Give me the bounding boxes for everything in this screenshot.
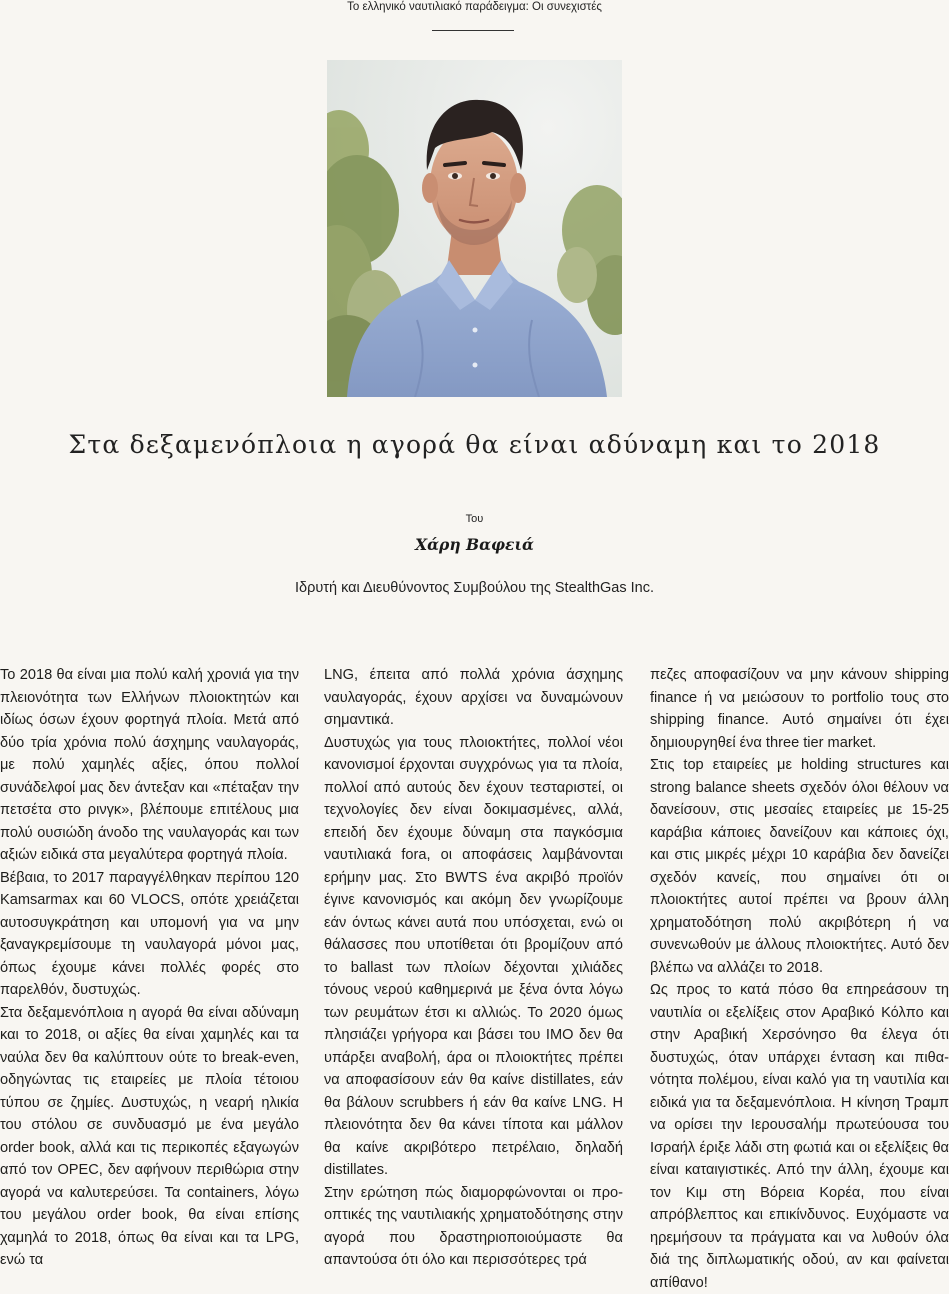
portrait-illustration xyxy=(327,60,622,397)
paragraph: Στα δεξαμενόπλοια η αγορά θα είναι αδύναμη και το 2018, οι αξίες θα είναι χαμηλές και τα ναύλα δεν θα καλύπτουν ούτε το break-even, οδηγώντας τις εταιρείες με πλοία τέτοιου τύπου σε ζημίες. Δυστυχώς, η νεαρή ηλικία του στόλου σε συνδυασμό με ένα μεγάλο order book, αλλά και τις περικοπές εξαγωγών από τον OPEC, δεν αφήνουν περιθώρια στην αγορά να καλυτερεύσει. Τα containers, λόγω του μεγάλου order book, θα είναι επίσης χαμηλά το 2018, όπως θα είναι και τα LPG, ενώ τα xyxy=(0,1004,299,1268)
text-column-3 xyxy=(650,664,949,1294)
byline-prefix: Του xyxy=(465,513,484,525)
paragraph: LNG, έπειτα από πολλά χρόνια άσχημης ναυλαγοράς, έχουν αρχίσει να δυναμώνουν σημαντικά. xyxy=(324,667,623,728)
paragraph: Βέβαια, το 2017 παραγγέλθηκαν περίπου 120 Kamsarmax και 60 VLOCS, οπότε χρειάζεται αυτοσυγκράτηση και υπομονή για να μην ξαναγκρεμίσουμε τη ναυλαγορά μόνοι μας, όπως έχουμε κάνει πολλές φορές στο παρελθόν, δυστυχώς. xyxy=(0,869,299,998)
article-title: Στα δεξαμενόπλοια η αγορά θα είναι αδύναμη και το 2018 xyxy=(68,430,881,459)
paragraph: Δυστυχώς για τους πλοιοκτήτες, πολλοί νέοι κανονισμοί έρχονται συγχρόνως για τα πλοία, πολλοί από αυτούς δεν έχουν τεσταριστεί, οι τεχνολογίες δεν είναι δοκιμασμένες, αλλά, επειδή δεν έχουμε δύναμη στα παγκόσμια ναυτιλιακά fora, οι αποφάσεις λαμβάνονται ερήμην μας. Στο BWTS ένα ακριβό προϊόν έγινε κανονισμός και ακόμη δεν γνωρίζουμε εάν όντως κάνει αυτά που υπόσχεται, ενώ οι θάλασσες που υποτίθεται ότι βρομίζουν από το ballast των πλοίων δέχονται χιλιάδες τόνους νερού καθημερινά με ξένα όντα λόγω των ρευμάτων έτσι κι αλλιώς. Το 2020 όμως πλησιάζει γρήγορα και βάσει του IMO δεν θα υπάρξει αναβολή, άρα οι πλοιοκτήτες πρέπει να αποφασίσουν εάν θα καίνε distillates, εάν θα βάλουν scrubbers ή εάν θα καίνε LNG. Η πλειονότητα δεν θα κάνει τίποτα και μάλλον θα καίνε ακριβότερο πετρέλαιο, δηλαδή distillates. xyxy=(324,734,623,1178)
paragraph: Στις top εταιρείες με holding structures και strong balance sheets σχεδόν όλοι θέλουν να δανείσουν, στις μεσαίες εταιρείες με 15-25 καράβια κάποιες δανείζουν και κάποιες όχι, και στις μικρές μέχρι 10 καράβια δεν δανείζει σχεδόν κανείς, που σημαίνει ότι οι πλοιοκτήτες αυτοί πρέπει να βρουν άλλη χρηματοδότηση πολύ ακριβότερη ή να συνενωθούν με άλλους πλοιοκτήτες. Αυτό δεν βλέπω να αλλάζει το 2018. xyxy=(650,757,949,976)
text-column-1 xyxy=(0,664,299,1272)
text-column-2 xyxy=(324,664,623,1272)
portrait-photo xyxy=(327,60,622,397)
author-role: Ιδρυτή και Διευθύνοντος Συμβούλου της StealthGas Inc. xyxy=(294,580,655,596)
paragraph: Το 2018 θα είναι μια πολύ καλή χρονιά για την πλειονότητα των Ελλήνων πλοιοκτητών και ιδίως όσων έχουν φορτηγά πλοία. Μετά από δύο τρία χρόνια πολύ άσχημης ναυλαγοράς, με πολύ χαμηλές αξίες, όπου πολλοί συνάδελφοί μας δεν άντεξαν και «πέταξαν την πετσέτα στο ρινγκ», βλέπουμε επιτέλους μια πολύ ουσιώδη άνοδο της ναυλαγοράς και των αξιών ειδικά στα μεγαλύτερα φορτηγά πλοία. xyxy=(0,667,299,863)
paragraph: Στην ερώτηση πώς διαμορφώνονται οι προοπτικές της ναυτιλιακής χρηματοδότησης στην αγορά που δραστηριοποιούμαστε θα απαντούσα ότι όλο και περισσότερες τρά xyxy=(324,1184,623,1268)
running-head: Το ελληνικό ναυτιλιακό παράδειγμα: Οι συνεχιστές xyxy=(347,1,602,13)
author-name: Χάρη Βαφειά xyxy=(415,535,534,554)
paragraph: Ως προς το κατά πόσο θα επηρεάσουν τη ναυτιλία οι εξελίξεις στον Αραβικό Κόλπο και στην Αραβική Χερσόνησο θα έλεγα ότι δυστυχώς, όταν υπάρχει ένταση και πιθανότητα πολέμου, είναι καλό για τη ναυτιλία και ειδικά για τα δεξαμενόπλοια. Η κίνηση Τραμπ να ορίσει την Ιερουσαλήμ πρωτεύουσα του Ισραήλ έριξε λάδι στη φωτιά και οι εξελίξεις θα είναι καταιγιστικές. Από την άλλη, έχουμε και τον Κιμ στη Βόρεια Κορέα, που είναι απρόβλεπτος και επικίνδυνος. Ευχόμαστε να ηρεμήσουν τα πράγματα και να λυθούν όλα διά της διπλωματικής οδού, αν και φαίνεται απίθανο! xyxy=(650,982,949,1291)
paragraph: πεζες αποφασίζουν να μην κάνουν shipping finance ή να μειώσουν το portfolio τους στο shipping finance. Αυτό σημαίνει ότι έχει δημιουργηθεί ένα three tier market. xyxy=(650,667,949,751)
header-divider xyxy=(432,30,514,31)
